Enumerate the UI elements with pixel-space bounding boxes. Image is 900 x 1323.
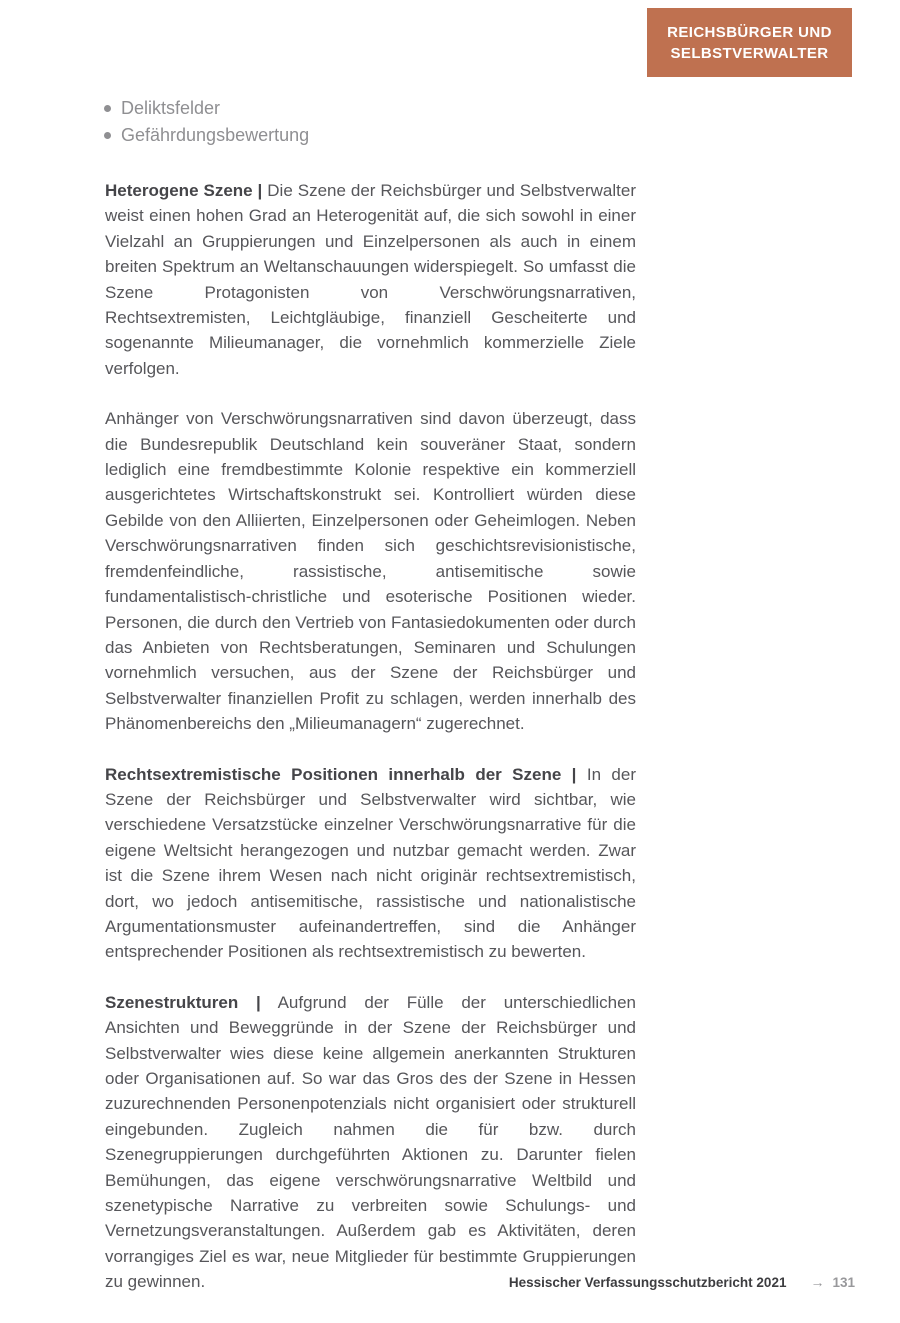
section-badge-line2: SELBSTVERWALTER: [670, 44, 829, 62]
paragraph-lead: Heterogene Szene |: [105, 181, 263, 200]
body-text: [105, 178, 636, 1320]
section-badge: [647, 8, 852, 77]
paragraph-text: In der Szene der Reichsbürger und Selbstverwalter wird sichtbar, wie verschiedene Versatzstücke einzelner Verschwörungsnarrative für die eigene Weltsicht herangezogen und nutzbar gemacht werden. Zwar ist die Szene ihrem Wesen nach nicht originär rechtsextremistisch, dort, wo jedoch antisemitische, rassistische und nationalistische Argumentationsmuster aufeinandertreffen, sind die Anhänger entsprechender Positionen als rechtsextremistisch zu bewerten.: [105, 764, 636, 962]
list-item-label: Gefährdungsbewertung: [121, 125, 310, 145]
paragraph-text: Anhänger von Verschwörungsnarrativen sind davon überzeugt, dass die Bundesrepublik Deutschland kein souveräner Staat, sondern lediglich eine fremdbestimmte Kolonie respektive ein kommerziell ausgerichtetes Wirtschaftskonstrukt sei. Kontrolliert würden diese Gebilde von den Alliierten, Einzelpersonen oder Geheimlogen. Neben Verschwörungsnarrativen finden sich geschichtsrevisionistische, fremdenfeindliche, rassistische, antisemitische sowie fundamentalistisch-christliche und esoterische Positionen wieder. Personen, die durch den Vertrieb von Fantasiedokumenten oder durch das Anbieten von Rechtsberatungen, Seminaren und Schulungen vornehmlich versuchen, aus der Szene der Reichsbürger und Selbstverwalter finanziellen Profit zu schlagen, werden innerhalb des Phänomenbereichs den „Milieumanagern“ zugerechnet.: [105, 409, 636, 734]
footer-report-title: Hessischer Verfassungsschutzbericht 2021: [508, 1275, 787, 1290]
paragraph-lead: Szenestrukturen |: [105, 992, 261, 1012]
bullet-list: [104, 95, 309, 149]
list-item-label: Deliktsfelder: [121, 98, 221, 118]
section-badge-line1: REICHSBÜRGER UND: [667, 23, 832, 41]
paragraph: [105, 406, 636, 736]
bullet-icon: [104, 132, 111, 139]
page-number: 131: [832, 1275, 855, 1290]
paragraph-lead: Rechtsextremistische Positionen innerhalb der Szene |: [105, 764, 577, 784]
paragraph-text: Die Szene der Reichsbürger und Selbstverwalter weist einen hohen Grad an Heterogenität auf, die sich sowohl in einer Vielzahl an Gruppierungen und Einzelpersonen als auch in einem breiten Spektrum an Weltanschauungen widerspiegelt. So umfasst die Szene Protagonisten von Verschwörungsnarrativen, Rechtsextremisten, Leichtgläubige, finanziell Gescheiterte und sogenannte Milieumanager, die vornehmlich kommerzielle Ziele verfolgen.: [105, 181, 636, 378]
paragraph-text: Aufgrund der Fülle der unterschiedlichen Ansichten und Beweggründe in der Szene der Reichsbürger und Selbstverwalter wies diese keine allgemein anerkannten Strukturen oder Organisationen auf. So war das Gros des der Szene in Hessen zuzurechnenden Personenpotenzials nicht organisiert oder strukturell eingebunden. Zugleich nahmen die für bzw. durch Szenegruppierungen durchgeführten Aktionen zu. Darunter fielen Bemühungen, das eigene verschwörungsnarrative Weltbild und szenetypische Narrative zu verbreiten sowie Schulungs- und Vernetzungsveranstaltungen. Außerdem gab es Aktivitäten, deren vorrangiges Ziel es war, neue Mitglieder für bestimmte Gruppierungen zu gewinnen.: [105, 992, 636, 1292]
bullet-icon: [104, 105, 111, 112]
list-item: [104, 122, 309, 149]
page-footer: [509, 1274, 855, 1290]
paragraph: [105, 990, 636, 1295]
paragraph: [105, 762, 636, 965]
list-item: [104, 95, 309, 122]
arrow-right-icon: →: [810, 1274, 825, 1290]
paragraph: [105, 178, 636, 381]
